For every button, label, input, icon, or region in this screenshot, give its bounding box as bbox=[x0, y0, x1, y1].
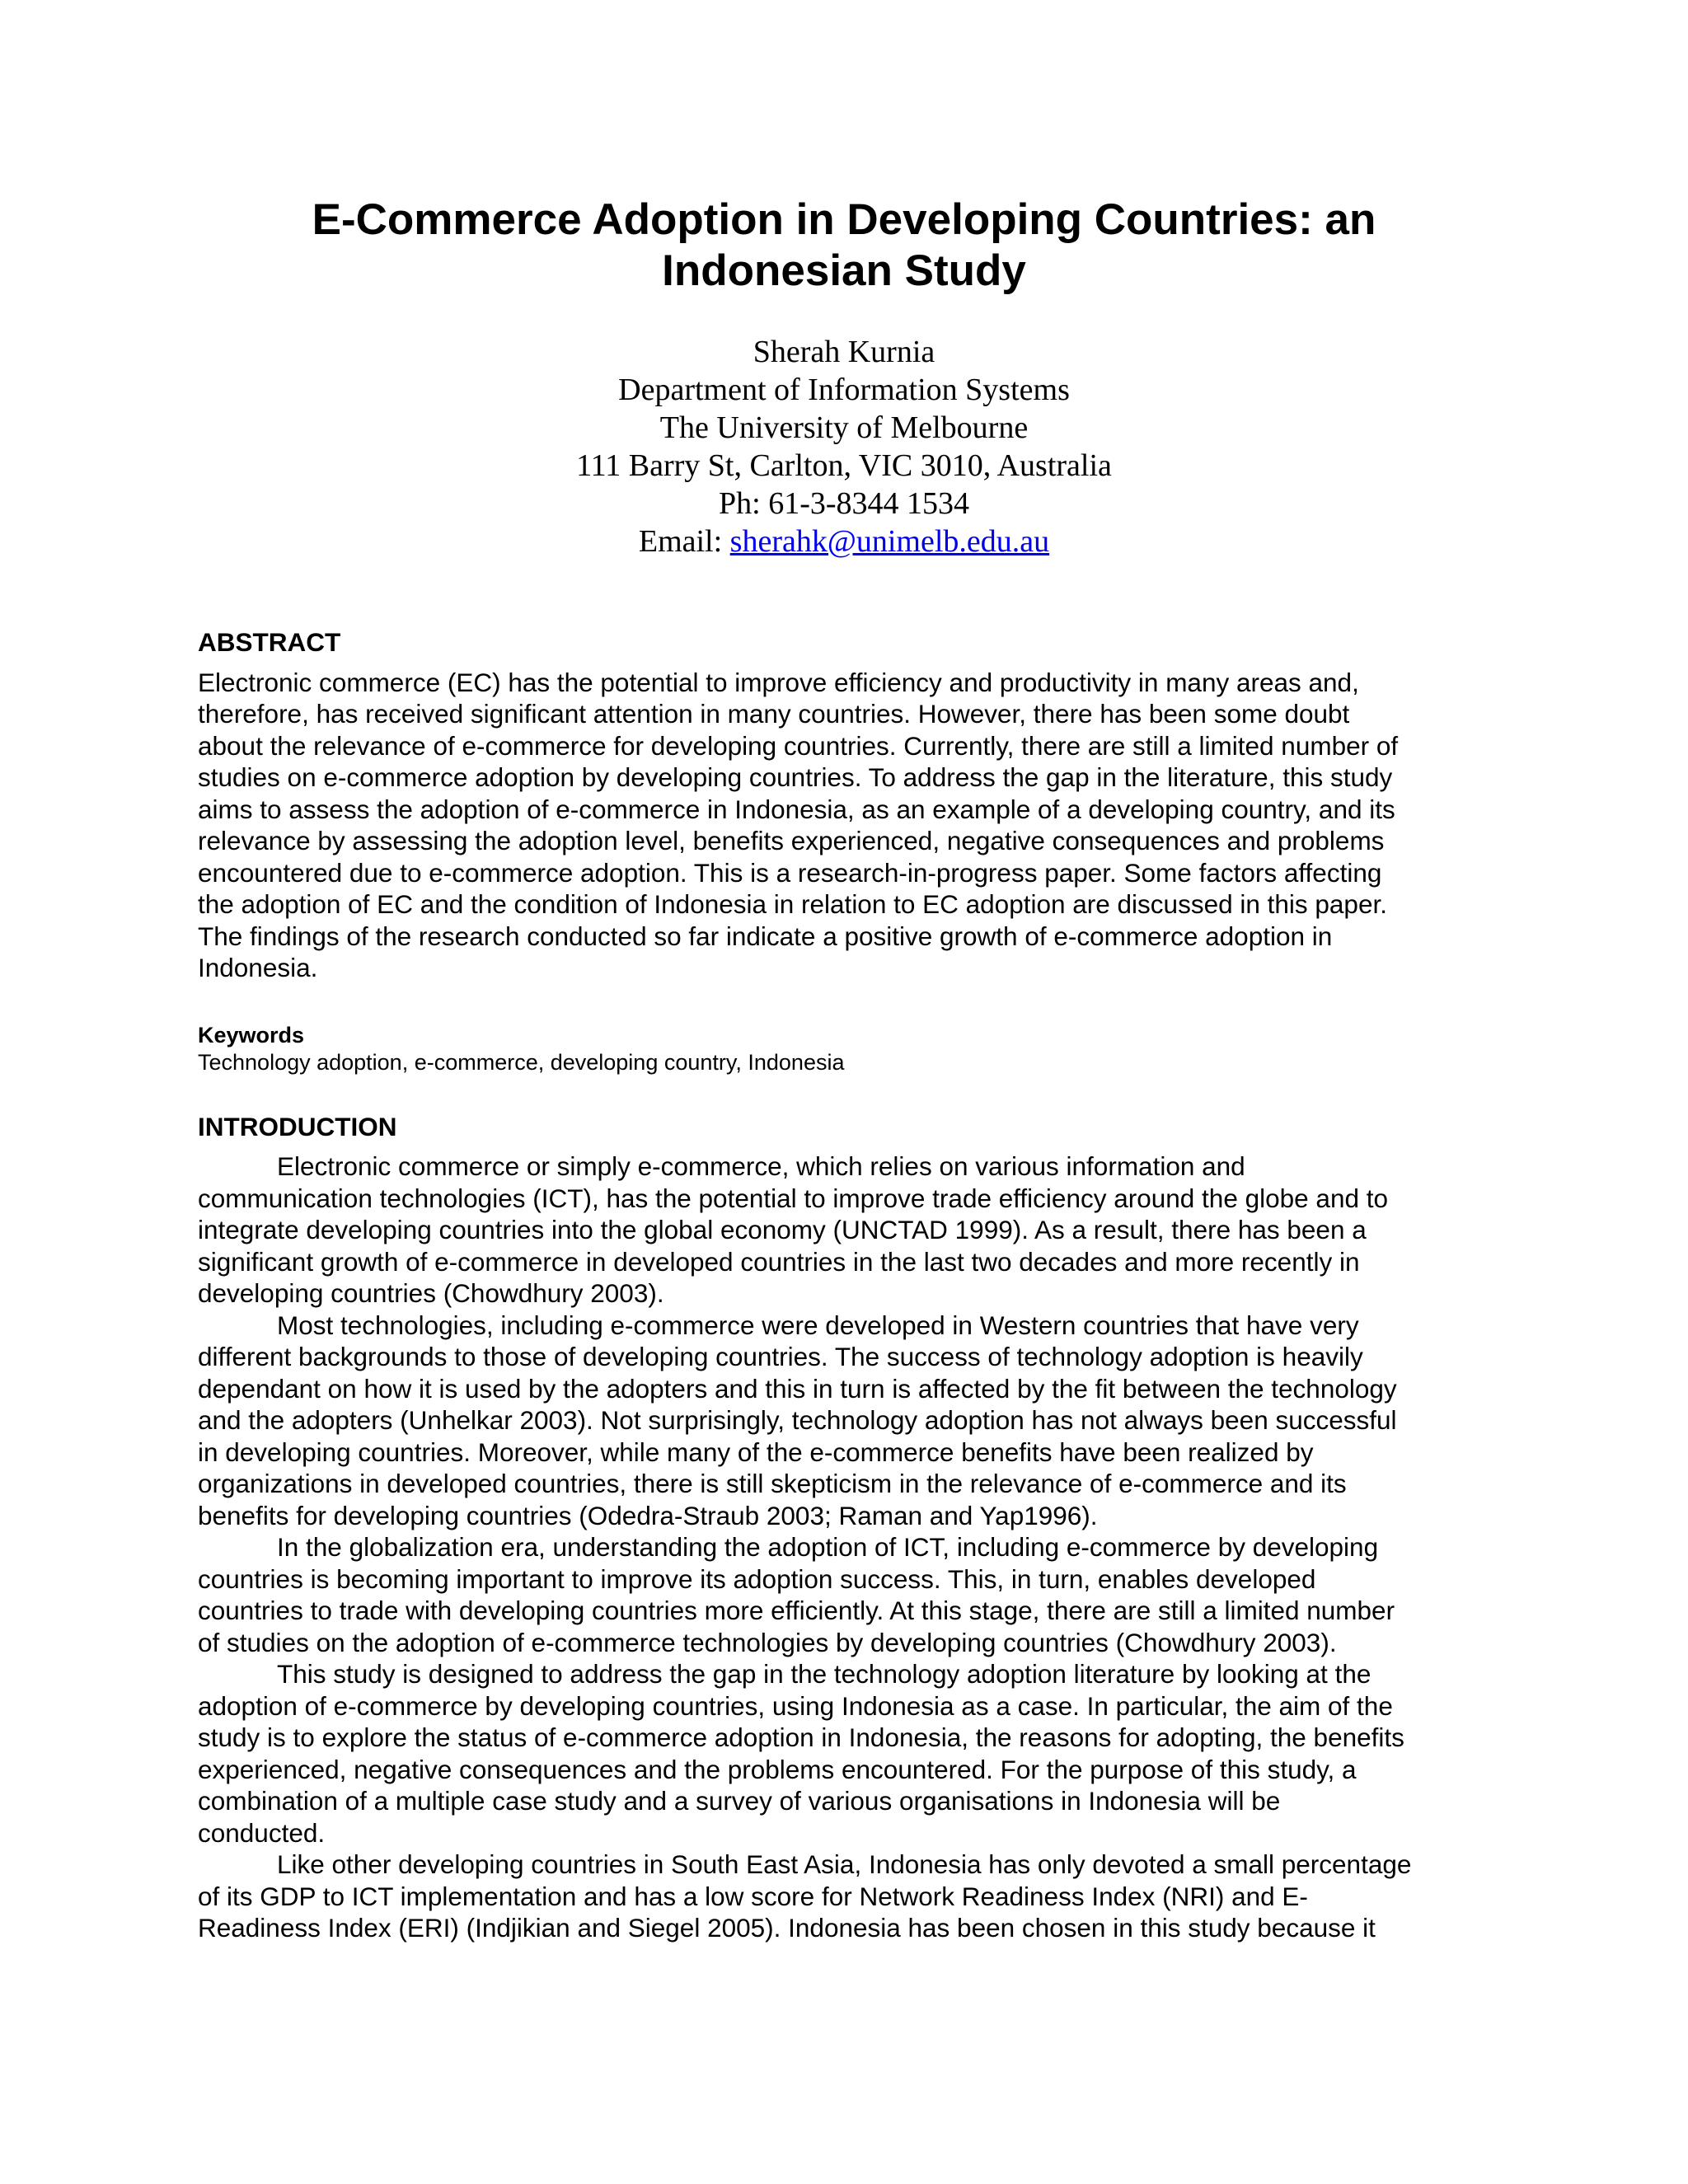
text-line: countries to trade with developing countries more efficiently. At this stage, there are still a limited number bbox=[198, 1596, 1395, 1625]
text-line: adoption of e-commerce by developing countries, using Indonesia as a case. In particular, the aim of the bbox=[198, 1690, 1393, 1721]
intro-paragraph-5 bbox=[198, 1849, 1490, 1944]
author-address: 111 Barry St, Carlton, VIC 3010, Australia bbox=[576, 448, 1112, 483]
keywords-heading: Keywords bbox=[198, 1022, 305, 1047]
text-line: communication technologies (ICT), has the potential to improve trade efficiency around the globe and to bbox=[198, 1183, 1389, 1213]
paper-body bbox=[198, 626, 1490, 1944]
text-line: benefits for developing countries (Odedra-Straub 2003; Raman and Yap1996). bbox=[198, 1500, 1098, 1530]
text-line: dependant on how it is used by the adopters and this in turn is affected by the fit between the technology bbox=[198, 1373, 1397, 1404]
text-line: significant growth of e-commerce in developed countries in the last two decades and more recently in bbox=[198, 1246, 1360, 1277]
keywords-text: Technology adoption, e-commerce, developing country, Indonesia bbox=[198, 1049, 845, 1075]
author-university: The University of Melbourne bbox=[659, 410, 1029, 445]
email-label: Email: bbox=[638, 524, 730, 559]
text-line: studies on e-commerce adoption by developing countries. To address the gap in the literature, this study bbox=[198, 762, 1393, 792]
text-line: countries is becoming important to improve its adoption success. This, in turn, enables developed bbox=[198, 1563, 1316, 1594]
text-line: Indonesia. bbox=[198, 953, 318, 982]
intro-paragraph-4 bbox=[198, 1658, 1490, 1849]
intro-paragraph-2 bbox=[198, 1310, 1490, 1532]
abstract-text bbox=[198, 667, 1490, 984]
title-line: Indonesian Study bbox=[662, 246, 1026, 295]
text-line: integrate developing countries into the global economy (UNCTAD 1999). As a result, there has been a bbox=[198, 1215, 1367, 1244]
text-line: Electronic commerce or simply e-commerce, which relies on various information and bbox=[277, 1151, 1245, 1181]
author-info bbox=[198, 333, 1490, 560]
text-line: Most technologies, including e-commerce were developed in Western countries that have very bbox=[277, 1310, 1359, 1340]
author-name: Sherah Kurnia bbox=[753, 335, 935, 369]
text-line: and the adopters (Unhelkar 2003). Not surprisingly, technology adoption has not always been successful bbox=[198, 1405, 1397, 1435]
text-line: combination of a multiple case study and a survey of various organisations in Indonesia will be bbox=[198, 1786, 1281, 1816]
text-line: relevance by assessing the adoption level, benefits experienced, negative consequences and problems bbox=[198, 826, 1385, 855]
text-line: of studies on the adoption of e-commerce technologies by developing countries (Chowdhury 2003). bbox=[198, 1627, 1337, 1657]
text-line: Like other developing countries in South East Asia, Indonesia has only devoted a small percentage bbox=[277, 1849, 1412, 1879]
text-line: In the globalization era, understanding the adoption of ICT, including e-commerce by developing bbox=[277, 1532, 1379, 1562]
text-line: of its GDP to ICT implementation and has a low score for Network Readiness Index (NRI) and E- bbox=[198, 1881, 1308, 1911]
text-line: The findings of the research conducted so far indicate a positive growth of e-commerce adoption in bbox=[198, 921, 1333, 951]
text-line: aims to assess the adoption of e-commerce in Indonesia, as an example of a developing country, and its bbox=[198, 794, 1395, 824]
text-line: therefore, has received significant attention in many countries. However, there has been some doubt bbox=[198, 699, 1350, 729]
intro-paragraph-3 bbox=[198, 1531, 1490, 1658]
author-department: Department of Information Systems bbox=[618, 373, 1070, 407]
text-line: Electronic commerce (EC) has the potential to improve efficiency and productivity in many areas and, bbox=[198, 667, 1359, 697]
author-email-line bbox=[198, 523, 1490, 560]
text-line: conducted. bbox=[198, 1817, 326, 1848]
intro-paragraph-1 bbox=[198, 1151, 1490, 1310]
introduction-heading: INTRODUCTION bbox=[198, 1111, 397, 1141]
text-line: study is to explore the status of e-commerce adoption in Indonesia, the reasons for adopting, the benefits bbox=[198, 1722, 1404, 1752]
author-phone: Ph: 61-3-8344 1534 bbox=[719, 486, 969, 521]
text-line: experienced, negative consequences and the problems encountered. For the purpose of this study, a bbox=[198, 1754, 1357, 1784]
text-line: the adoption of EC and the condition of Indonesia in relation to EC adoption are discussed in this paper. bbox=[198, 889, 1387, 919]
text-line: developing countries (Chowdhury 2003). bbox=[198, 1278, 664, 1308]
title-line: E-Commerce Adoption in Developing Countries: an bbox=[312, 195, 1376, 244]
email-link[interactable]: sherahk@unimelb.edu.au bbox=[729, 524, 1050, 559]
text-line: different backgrounds to those of developing countries. The success of technology adoption is heavily bbox=[198, 1342, 1363, 1371]
text-line: in developing countries. Moreover, while many of the e-commerce benefits have been realized by bbox=[198, 1436, 1314, 1467]
text-line: organizations in developed countries, there is still skepticism in the relevance of e-commerce and its bbox=[198, 1469, 1347, 1498]
text-line: encountered due to e-commerce adoption. This is a research-in-progress paper. Some factors affecting bbox=[198, 857, 1382, 888]
text-line: This study is designed to address the gap in the technology adoption literature by looking at the bbox=[277, 1659, 1372, 1689]
abstract-heading: ABSTRACT bbox=[198, 627, 341, 657]
paper-title bbox=[198, 194, 1490, 297]
text-line: Readiness Index (ERI) (Indjikian and Siegel 2005). Indonesia has been chosen in this study because it bbox=[198, 1913, 1376, 1943]
text-line: about the relevance of e-commerce for developing countries. Currently, there are still a limited number of bbox=[198, 730, 1399, 761]
